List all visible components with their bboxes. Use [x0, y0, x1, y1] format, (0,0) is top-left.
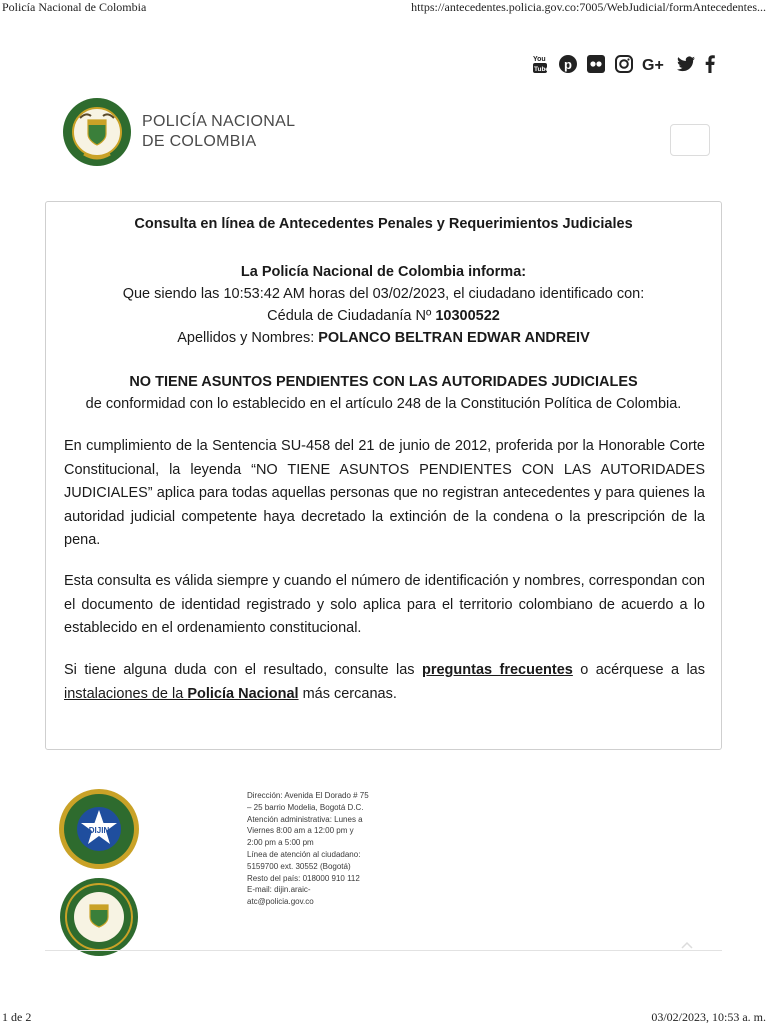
contact-line: Dirección: Avenida El Dorado # 75 [247, 791, 369, 800]
consultation-info [46, 261, 721, 349]
instagram-icon[interactable] [614, 54, 634, 74]
social-links [530, 54, 716, 74]
print-header [0, 0, 768, 16]
informa-heading: La Policía Nacional de Colombia informa: [240, 264, 527, 280]
sentence-paragraph: En cumplimiento de la Sentencia SU-458 del 21 de junio de 2012, proferida por la Honorable Corte Constitucional, la leyenda “NO TIENE ASUNTOS PENDIENTES CON LAS AUTORIDADES JUDICIALES” aplica para todas aquellas personas que no registran antecedentes y para quienes la autoridad judicial competente haya decretado la extinción de la condena o la prescripción de la pena. [64, 438, 705, 548]
facebook-icon[interactable] [704, 54, 716, 74]
installations-link-bold: Policía Nacional [187, 685, 299, 702]
names-value: POLANCO BELTRAN EDWAR ANDREIV [318, 330, 590, 346]
names-line [46, 327, 721, 349]
contact-line: Atención administrativa: Lunes a [247, 814, 363, 824]
cedula-line [46, 305, 721, 327]
help-paragraph [64, 659, 705, 706]
print-datetime: 03/02/2023, 10:53 a. m. [651, 1010, 766, 1024]
svg-text:You: You [533, 56, 546, 63]
brand-name [142, 112, 295, 152]
menu-toggle-button[interactable] [670, 124, 710, 156]
svg-text:p: p [564, 57, 572, 72]
pinterest-icon[interactable] [558, 54, 578, 74]
print-header-url: https://antecedentes.policia.gov.co:7005/WebJudicial/formAntecedentes... [411, 0, 766, 14]
contact-email[interactable]: atc@policia.gov.co [247, 897, 314, 907]
status-subtext: de conformidad con lo establecido en el artículo 248 de la Constitución Política de Colombia. [85, 396, 682, 412]
twitter-icon[interactable] [676, 54, 696, 74]
svg-text:G+: G+ [642, 57, 664, 74]
validity-paragraph: Esta consulta es válida siempre y cuando el número de identificación y nombres, correspondan con el documento de identidad registrado y solo aplica para el territorio colombiano de acuerdo a lo establecido en el ordenamiento constitucional. [64, 573, 705, 636]
installations-link-prefix: instalaciones de la [64, 685, 188, 702]
cedula-label: Cédula de Ciudadanía Nº [267, 308, 436, 324]
names-label: Apellidos y Nombres: [177, 330, 319, 346]
installations-link[interactable] [64, 686, 299, 702]
status-heading: NO TIENE ASUNTOS PENDIENTES CON LAS AUTORIDADES JUDICIALES [129, 374, 638, 390]
google-plus-icon[interactable] [642, 54, 668, 74]
status-block [46, 371, 721, 415]
contact-line: Resto del país: 018000 910 112 [247, 873, 360, 883]
contact-line: 5159700 ext. 30552 (Bogotá) [247, 861, 351, 871]
contact-line: Viernes 8:00 am a 12:00 pm y [247, 826, 354, 836]
brand-line-1: POLICÍA NACIONAL [142, 113, 296, 130]
faq-link[interactable]: preguntas frecuentes [421, 662, 573, 678]
svg-text:Tube: Tube [534, 66, 550, 73]
contact-line: 2:00 pm a 5:00 pm [247, 838, 314, 848]
dijin-label: DIJIN [88, 826, 110, 835]
brand-header[interactable] [62, 96, 295, 168]
page-title: Consulta en línea de Antecedentes Penales y Requerimientos Judiciales [134, 216, 633, 232]
flickr-icon[interactable] [586, 54, 606, 74]
footer-divider [45, 950, 722, 951]
help-text-after: más cercanas. [298, 685, 397, 702]
policia-nacional-seal-icon [62, 96, 132, 168]
contact-line: Línea de atención al ciudadano: [247, 849, 361, 859]
print-footer [0, 1010, 768, 1024]
dijin-badge-icon [57, 788, 141, 870]
youtube-icon[interactable] [530, 54, 550, 74]
contact-line: E-mail: dijin.araic- [247, 885, 311, 895]
result-card [45, 201, 722, 750]
timestamp-line: Que siendo las 10:53:42 AM horas del 03/02/2023, el ciudadano identificado con: [122, 286, 645, 302]
cedula-number: 10300522 [435, 308, 500, 324]
contact-info [247, 790, 375, 908]
contact-line: – 25 barrio Modelia, Bogotá D.C. [247, 802, 364, 812]
footer-logos [57, 788, 143, 962]
brand-line-2: DE COLOMBIA [142, 133, 257, 150]
print-header-title: Policía Nacional de Colombia [2, 0, 147, 14]
scroll-top-icon[interactable] [681, 941, 693, 949]
republica-colombia-seal-icon [59, 877, 139, 957]
page-counter: 1 de 2 [2, 1010, 32, 1024]
help-text-before: Si tiene alguna duda con el resultado, consulte las [64, 662, 422, 678]
help-text-middle: o acérquese a las [572, 662, 705, 678]
